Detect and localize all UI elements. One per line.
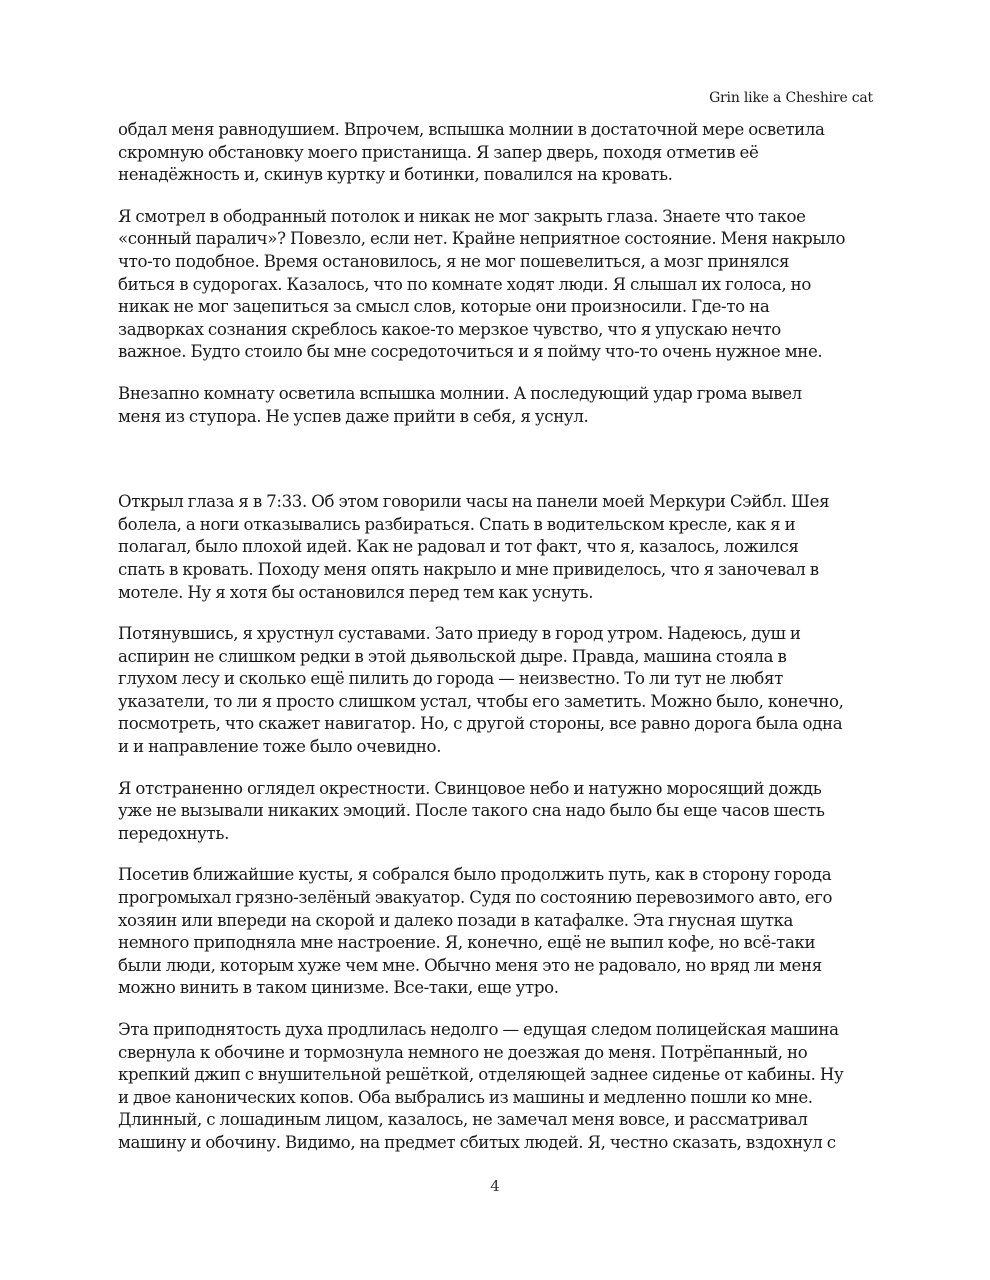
text-line: и двое канонических копов. Оба выбрались из машины и медленно пошли ко мне.: [118, 1087, 813, 1107]
paragraph: [118, 864, 874, 1000]
paragraph: [118, 1019, 874, 1155]
paragraph: [118, 491, 874, 604]
text-line: Внезапно комнату осветила вспышка молнии. А последующий удар грома вывел: [118, 383, 802, 403]
text-line: Я смотрел в ободранный потолок и никак не мог закрыть глаза. Знаете что такое: [118, 206, 806, 226]
text-line: немного приподняла мне настроение. Я, конечно, ещё не выпил кофе, но всё-таки: [118, 933, 816, 953]
running-header: Grin like a Cheshire cat: [709, 90, 873, 106]
text-line: глухом лесу и сколько ещё пилить до города — неизвестно. То ли тут не любят: [118, 669, 783, 689]
text-line: важное. Будто стоило бы мне сосредоточиться и я пойму что-то очень нужное мне.: [118, 342, 823, 362]
text-line: прогромыхал грязно-зелёный эвакуатор. Судя по состоянию перевозимого авто, его: [118, 888, 833, 908]
text-line: биться в судорогах. Казалось, что по комнате ходят люди. Я слышал их голоса, но: [118, 274, 812, 294]
paragraph: [118, 206, 874, 364]
text-line: можно винить в таком цинизме. Все-таки, еще утро.: [118, 978, 559, 998]
text-line: что-то подобное. Время остановилось, я не мог пошевелиться, а мозг принялся: [118, 251, 790, 271]
paragraph: [118, 119, 874, 187]
text-line: Длинный, с лошадиным лицом, казалось, не замечал меня вовсе, и рассматривал: [118, 1110, 808, 1130]
paragraph: [118, 623, 874, 759]
text-line: крепкий джип с внушительной решёткой, отделяющей заднее сиденье от кабины. Ну: [118, 1065, 844, 1085]
paragraph: [118, 778, 874, 846]
text-line: скромную обстановку моего пристанища. Я запер дверь, походя отметив её: [118, 142, 759, 162]
text-line: меня из ступора. Не успев даже прийти в себя, я уснул.: [118, 406, 589, 426]
text-line: были люди, которым хуже чем мне. Обычно меня это не радовало, но вряд ли меня: [118, 955, 822, 975]
text-line: Я отстраненно оглядел окрестности. Свинцовое небо и натужно моросящий дождь: [118, 778, 822, 798]
text-line: болела, а ноги отказывались разбираться. Спать в водительском кресле, как я и: [118, 514, 796, 534]
text-line: передохнуть.: [118, 823, 230, 843]
page-number: 4: [490, 1177, 500, 1195]
text-line: аспирин не слишком редки в этой дьявольской дыре. Правда, машина стояла в: [118, 646, 787, 666]
text-line: Посетив ближайшие кусты, я собрался было продолжить путь, как в сторону города: [118, 865, 832, 885]
text-line: хозяин или впереди на скорой и далеко позади в катафалке. Эта гнусная шутка: [118, 910, 794, 930]
body-text: [118, 119, 874, 1155]
text-line: ненадёжность и, скинув куртку и ботинки, повалился на кровать.: [118, 165, 673, 185]
text-line: уже не вызывали никаких эмоций. После такого сна надо было бы еще часов шесть: [118, 801, 825, 821]
text-line: указатели, то ли я просто слишком устал, чтобы его заметить. Можно было, конечно,: [118, 691, 844, 711]
text-line: Эта приподнятость духа продлилась недолго — едущая следом полицейская машина: [118, 1020, 839, 1039]
text-line: Открыл глаза я в 7:33. Об этом говорили часы на панели моей Меркури Сэйбл. Шея: [118, 492, 830, 512]
text-line: Потянувшись, я хрустнул суставами. Зато приеду в город утром. Надеюсь, душ и: [118, 624, 801, 644]
text-line: «сонный паралич»? Повезло, если нет. Крайне неприятное состояние. Меня накрыло: [118, 229, 846, 249]
text-line: посмотреть, что скажет навигатор. Но, с другой стороны, все равно дорога была одна: [118, 714, 843, 734]
text-line: свернула к обочине и тормознула немного не доезжая до меня. Потрёпанный, но: [118, 1042, 808, 1062]
text-line: и и направление тоже было очевидно.: [118, 737, 442, 757]
text-line: никак не мог зацепиться за смысл слов, которые они произносили. Где-то на: [118, 297, 770, 317]
text-line: обдал меня равнодушием. Впрочем, вспышка молнии в достаточной мере осветила: [118, 120, 825, 139]
text-line: спать в кровать. Походу меня опять накрыло и мне привиделось, что я заночевал в: [118, 559, 819, 579]
text-line: задворках сознания скреблось какое-то мерзкое чувство, что я упускаю нечто: [118, 319, 781, 339]
paragraph: [118, 383, 874, 428]
text-line: полагал, было плохой идей. Как не радовал и тот факт, что я, казалось, ложился: [118, 537, 799, 557]
text-line: машину и обочину. Видимо, на предмет сбитых людей. Я, честно сказать, вздохнул с: [118, 1132, 836, 1152]
text-line: мотеле. Ну я хотя бы остановился перед тем как уснуть.: [118, 582, 594, 602]
